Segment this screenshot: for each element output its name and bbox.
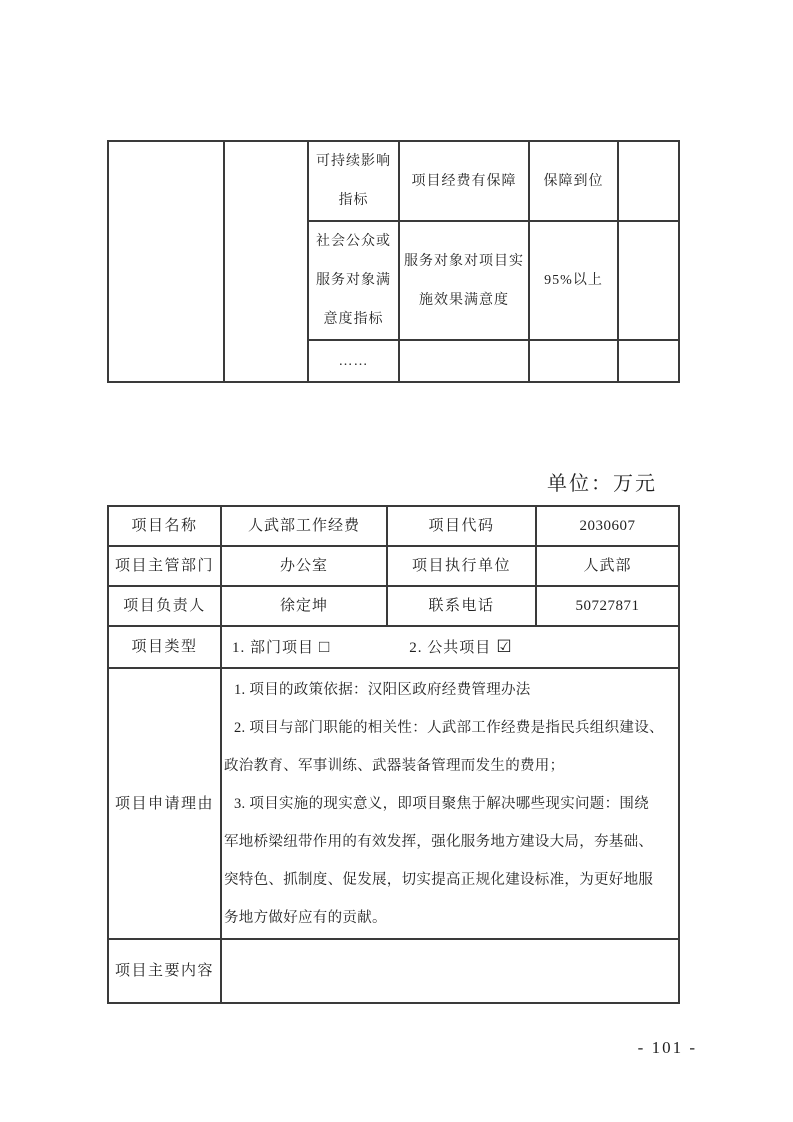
project-phone-label: 联系电话 xyxy=(387,586,536,626)
empty-cell xyxy=(618,141,679,221)
indicator-row-sustain xyxy=(108,141,679,221)
project-manager-row xyxy=(108,586,679,626)
checkbox-unchecked-icon: □ xyxy=(319,636,330,656)
project-content-label: 项目主要内容 xyxy=(108,939,221,1003)
project-exec-label: 项目执行单位 xyxy=(387,546,536,586)
project-manager-label: 项目负责人 xyxy=(108,586,221,626)
satisfaction-target-cell: 95%以上 xyxy=(529,221,618,340)
unit-label: 单位：万元 xyxy=(547,473,657,495)
project-type-options xyxy=(221,626,679,668)
empty-cell xyxy=(529,340,618,382)
project-name-row xyxy=(108,506,679,546)
project-code-label: 项目代码 xyxy=(387,506,536,546)
type-option-department: 1. 部门项目 xyxy=(232,639,315,656)
sustain-indicator-cell: 可持续影响指标 xyxy=(308,141,399,221)
project-manager-value: 徐定坤 xyxy=(221,586,387,626)
project-phone-value: 50727871 xyxy=(536,586,679,626)
sustain-target-cell: 保障到位 xyxy=(529,141,618,221)
project-name-value: 人武部工作经费 xyxy=(221,506,387,546)
empty-merged-cell-2 xyxy=(224,141,308,382)
type-option-public: 2. 公共项目 xyxy=(409,639,492,656)
empty-cell xyxy=(618,340,679,382)
project-name-label: 项目名称 xyxy=(108,506,221,546)
sustain-detail-cell: 项目经费有保障 xyxy=(399,141,529,221)
project-dept-value: 办公室 xyxy=(221,546,387,586)
project-type-row xyxy=(108,626,679,668)
checkbox-checked-icon: ☑ xyxy=(496,636,512,656)
empty-cell xyxy=(399,340,529,382)
empty-cell xyxy=(618,221,679,340)
project-content-value xyxy=(221,939,679,1003)
project-exec-value: 人武部 xyxy=(536,546,679,586)
project-dept-label: 项目主管部门 xyxy=(108,546,221,586)
page-number: - 101 - xyxy=(637,1038,697,1057)
project-code-value: 2030607 xyxy=(536,506,679,546)
project-reason-row xyxy=(108,668,679,939)
project-type-label: 项目类型 xyxy=(108,626,221,668)
project-reason-label: 项目申请理由 xyxy=(108,668,221,939)
empty-merged-cell-1 xyxy=(108,141,224,382)
project-table xyxy=(107,505,680,1004)
project-dept-row xyxy=(108,546,679,586)
satisfaction-detail-cell: 服务对象对项目实施效果满意度 xyxy=(399,221,529,340)
ellipsis-cell: …… xyxy=(308,340,399,382)
project-content-row xyxy=(108,939,679,1003)
project-reason-text: 1. 项目的政策依据：汉阳区政府经费管理办法 2. 项目与部门职能的相关性：人武部工作经费是指民兵组织建设、 政治教育、军事训练、武器装备管理而发生的费用； 3. 项目实施的现实意义，即项目聚焦于解决哪些现实问题：围绕 军地桥梁纽带作用的有效发挥，强化服务地方建设大局，夯基础、 突特色、抓制度、促发展，切实提高正规化建设标准，为更好地服 务地方做好应有的贡献。 xyxy=(221,668,679,939)
indicator-table xyxy=(107,140,680,383)
satisfaction-indicator-cell: 社会公众或服务对象满意度指标 xyxy=(308,221,399,340)
